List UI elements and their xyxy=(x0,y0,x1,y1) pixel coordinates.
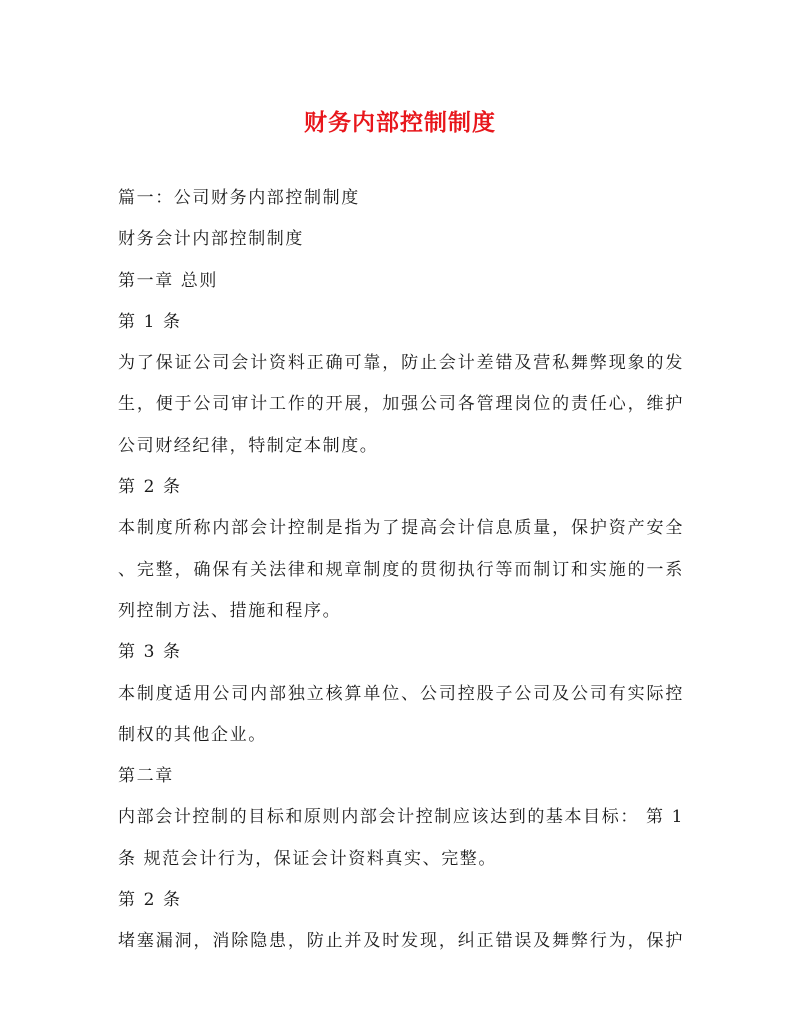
paragraph-line: 为了保证公司会计资料正确可靠，防止会计差错及营私舞弊现象的发 xyxy=(118,353,684,374)
paragraph-line: 列控制方法、措施和程序。 xyxy=(118,600,342,621)
paragraph-line: 本制度适用公司内部独立核算单位、公司控股子公司及公司有实际控 xyxy=(118,683,684,704)
chapter-heading: 第二章 xyxy=(118,766,174,787)
paragraph-line: 、完整，确保有关法律和规章制度的贯彻执行等而制订和实施的一系 xyxy=(118,559,684,580)
section-heading: 篇一：公司财务内部控制制度 xyxy=(118,188,360,208)
article-heading: 第 2 条 xyxy=(118,477,182,498)
article-heading: 第 2 条 xyxy=(118,890,182,911)
paragraph-line: 公司财经纪律，特制定本制度。 xyxy=(118,435,379,456)
paragraph-line: 生，便于公司审计工作的开展，加强公司各管理岗位的责任心，维护 xyxy=(118,394,684,415)
article-heading: 第 3 条 xyxy=(118,642,182,663)
paragraph-line: 条 规范会计行为，保证会计资料真实、完整。 xyxy=(118,848,498,869)
article-heading: 第 1 条 xyxy=(118,311,182,332)
chapter-heading: 第一章 总则 xyxy=(118,270,219,291)
paragraph-line: 制权的其他企业。 xyxy=(118,724,267,745)
paragraph-line: 堵塞漏洞，消除隐患，防止并及时发现，纠正错误及舞弊行为，保护 xyxy=(118,931,684,952)
document-title: 财务内部控制制度 xyxy=(304,110,496,136)
document-body xyxy=(118,178,684,963)
subtitle: 财务会计内部控制制度 xyxy=(118,229,304,250)
paragraph-line: 内部会计控制的目标和原则内部会计控制应该达到的基本目标： 第 1 xyxy=(118,807,684,828)
paragraph-line: 本制度所称内部会计控制是指为了提高会计信息质量，保护资产安全 xyxy=(118,518,684,539)
